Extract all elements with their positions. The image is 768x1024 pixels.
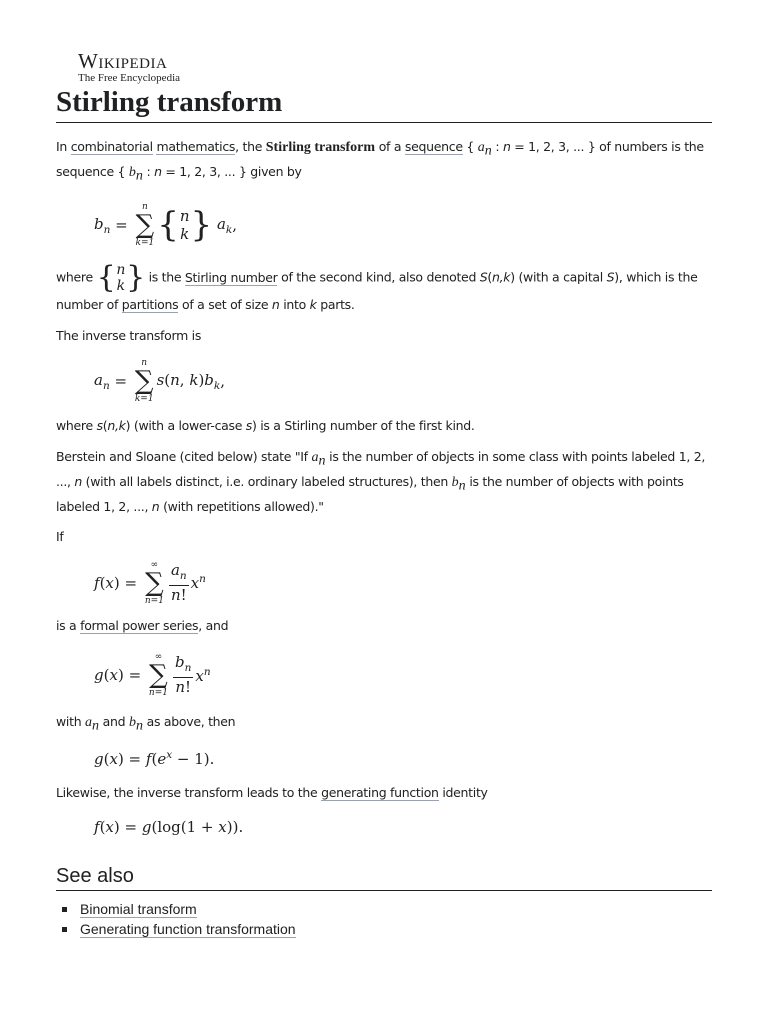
- intro-paragraph: In combinatorial mathematics, the Stirling transform of a sequence { $a_n$ : n = 1, 2, 3, ... } of numbers is the sequence { $b_n$ : n = 1, 2, 3, ... } given by: [56, 139, 704, 184]
- see-also-list: [56, 899, 712, 939]
- if-paragraph: If: [56, 529, 64, 544]
- page-title: Stirling transform: [56, 84, 712, 123]
- list-item: [56, 899, 712, 919]
- link-generating-function-transformation[interactable]: Generating function transformation: [80, 920, 296, 937]
- link-sequence[interactable]: sequence: [404, 139, 463, 154]
- formula-stirling-transform: $b_n$ = n ∑ k=1 { n k } $a_k$ ,: [94, 202, 238, 248]
- article: [56, 0, 712, 939]
- bold-term: Stirling transform: [265, 140, 376, 155]
- generating-function-paragraph: Likewise, the inverse transform leads to the generating function identity: [56, 785, 488, 800]
- link-stirling-number[interactable]: Stirling number: [184, 269, 278, 285]
- formula-f-series: f(x) = ∞ ∑ n=1 $\frac{a_n}{n!}$ $x^n$: [94, 559, 206, 606]
- link-binomial-transform[interactable]: Binomial transform: [80, 900, 197, 917]
- logo-wordmark: Wikipedia: [78, 49, 168, 73]
- link-mathematics[interactable]: mathematics: [156, 139, 236, 154]
- formula-f-equals-g: f(x) = g(log(1 + x)).: [94, 817, 244, 836]
- see-also-heading: See also: [56, 864, 712, 891]
- link-formal-power-series[interactable]: formal power series: [80, 617, 199, 633]
- wikipedia-logo[interactable]: [56, 50, 712, 84]
- list-item: [56, 919, 712, 939]
- link-partitions[interactable]: partitions: [121, 297, 179, 312]
- quote-paragraph: Berstein and Sloane (cited below) state "If $a_n$ is the number of objects in some class with points labeled 1, 2, ..., n (with all labels distinct, i.e. ordinary labeled structures), then $b_n$ is the number of objects with points labeled 1, 2, ..., n (with repetitions allowed).": [56, 448, 706, 514]
- formula-g-series: g(x) = ∞ ∑ n=1 $\frac{b_n}{n!}$ $x^n$: [94, 652, 211, 698]
- link-combinatorial[interactable]: combinatorial: [70, 139, 153, 154]
- formula-g-equals-f: $g(x) = f(e^x - 1)$.: [94, 748, 215, 768]
- formal-power-series-paragraph: is a formal power series, and: [56, 617, 229, 633]
- first-kind-paragraph: where s(n,k) (with a lower-case s) is a Stirling number of the first kind.: [56, 418, 475, 433]
- stirling-number-paragraph: where { n k } is the Stirling number of the second kind, also denoted S(n,k) (with a capital S), which is the number of partitions of a set of size n into k parts.: [56, 260, 698, 312]
- inverse-intro: The inverse transform is: [56, 327, 202, 343]
- logo-tagline: The Free Encyclopedia: [78, 72, 181, 84]
- formula-inverse-transform: $a_n$ = n ∑ k=1 s(n, $k)b_k$ ,: [94, 358, 226, 404]
- as-above-paragraph: with $a_n$ and $b_n$ as above, then: [56, 714, 236, 734]
- link-generating-function[interactable]: generating function: [321, 785, 439, 800]
